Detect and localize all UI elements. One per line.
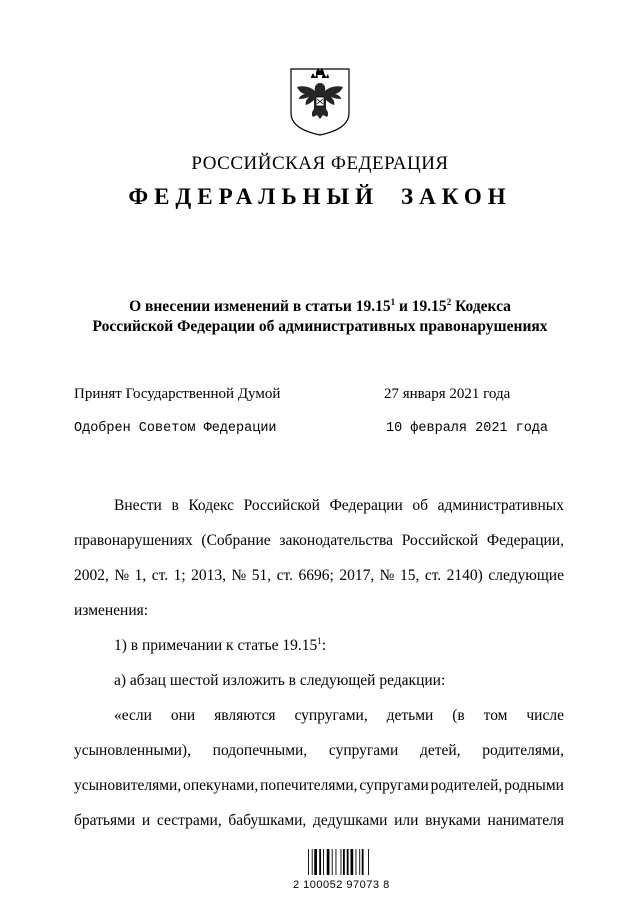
text-line: 1) в примечании к статье 19.15$^1$: — [114, 636, 327, 654]
word: нанимателя — [487, 812, 564, 829]
law-body-text — [74, 488, 564, 838]
word: Внести — [114, 497, 162, 514]
word: родителями, — [482, 742, 564, 759]
text-line — [74, 768, 564, 803]
word: 2017, — [339, 567, 375, 584]
word: усыновителями, — [74, 777, 182, 794]
adoption-date: 10 февраля 2021 года — [386, 421, 549, 436]
word: они — [170, 707, 196, 724]
word: № — [231, 567, 247, 584]
word: (в — [452, 707, 465, 724]
text-line — [74, 698, 564, 733]
word: Российской — [243, 497, 320, 514]
text-line — [74, 488, 564, 523]
word: 2140) — [446, 567, 483, 584]
word: об — [412, 497, 428, 514]
word: родными — [504, 777, 564, 794]
word: попечителями, — [260, 777, 358, 794]
text-line: изменения: — [74, 602, 149, 619]
word: являются — [214, 707, 276, 724]
word: родителей, — [430, 777, 503, 794]
word: ст. — [424, 567, 442, 584]
text-line — [74, 558, 564, 593]
text-line — [74, 523, 564, 558]
word: ст. — [276, 567, 294, 584]
word: следующие — [488, 567, 564, 584]
word: законодательства — [279, 532, 393, 549]
word: в — [171, 497, 179, 514]
word: 1, — [134, 567, 147, 584]
word: супругами — [359, 777, 429, 794]
word: № — [114, 567, 130, 584]
word: правонарушениях — [74, 532, 193, 549]
word: бабушками, — [228, 812, 307, 829]
word: ст. — [151, 567, 169, 584]
word: супругами, — [294, 707, 368, 724]
word: супругами — [328, 742, 399, 759]
country-name: РОССИЙСКАЯ ФЕДЕРАЦИЯ — [191, 153, 449, 174]
word: дедушками — [313, 812, 388, 829]
word: 2002, — [74, 567, 109, 584]
word: или — [394, 812, 419, 829]
word: Кодекс — [188, 497, 235, 514]
word: административных — [437, 497, 564, 514]
word: (Собрание — [201, 532, 271, 549]
word: 15, — [399, 567, 420, 584]
law-type-heading — [0, 184, 640, 210]
word: Российской — [401, 532, 479, 549]
text-line: а) абзац шестой изложить в следующей редакции: — [114, 672, 446, 689]
word: 1; — [173, 567, 186, 584]
word: 51, — [251, 567, 272, 584]
word: № — [379, 567, 395, 584]
coat-of-arms-emblem — [287, 65, 353, 137]
text-line — [74, 733, 564, 768]
word: «если — [114, 707, 152, 724]
word: числе — [526, 707, 564, 724]
text-line — [74, 803, 564, 838]
word: детьми — [386, 707, 434, 724]
word: подопечными, — [212, 742, 308, 759]
word: 2013, — [191, 567, 227, 584]
adoption-date: 27 января 2021 года — [384, 386, 511, 402]
barcode-number: 2 100052 97073 8 — [293, 879, 390, 891]
law-type-word1: ФЕДЕРАЛЬНЫЙ — [128, 184, 380, 209]
law-title — [60, 297, 580, 337]
word: внуками — [425, 812, 481, 829]
word: детей, — [419, 742, 461, 759]
barcode-image — [308, 847, 388, 877]
word: опекунами, — [183, 777, 259, 794]
law-title-line2: Российской Федерации об административных правонарушениях — [92, 318, 548, 335]
word: усыновленными), — [74, 742, 191, 759]
law-title-line1: О внесении изменений в статьи 19.15$^1$ и 19.15$^2$ Кодекса — [129, 297, 511, 315]
adoption-label: Принят Государственной Думой — [74, 386, 281, 402]
word: Федерации, — [486, 532, 564, 549]
word: 6696; — [298, 567, 334, 584]
word: Федерации — [329, 497, 403, 514]
adoption-label: Одобрен Советом Федерации — [74, 421, 277, 436]
word: и — [141, 812, 151, 829]
word: сестрами, — [156, 812, 222, 829]
law-type-word2: ЗАКОН — [401, 184, 512, 209]
word: братьями — [74, 812, 136, 829]
word: том — [483, 707, 508, 724]
